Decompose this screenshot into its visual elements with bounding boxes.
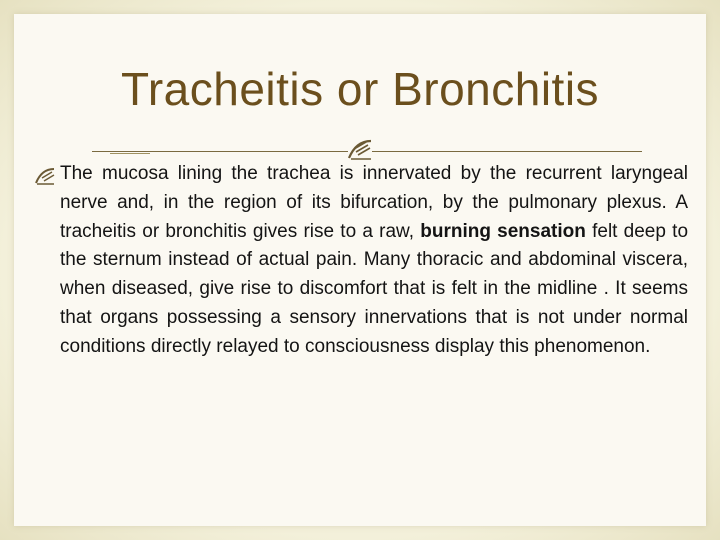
bullet-text-start: The mucosa lining the trachea is innervated by the recurrent laryngeal nerve and, in the region of its bifurcation, by the pulmonary plexus. A tracheitis or bronchitis gives rise to a raw, (60, 163, 688, 242)
bullet-ornament-icon (34, 166, 56, 186)
bullet-text-end: felt deep to the sternum instead of actual pain. Many thoracic and abdominal viscera, when diseased, give rise to discomfort that is felt in the midline . It seems that organs possessing a sensory innervations that is not under normal conditions directly relayed to consciousness display this phenomenon. (60, 220, 689, 357)
title-divider-accent (110, 153, 150, 154)
bullet-text-emphasis: burning sensation (420, 220, 586, 242)
title-divider-left (92, 151, 348, 152)
slide-title: Tracheitis or Bronchitis (120, 63, 600, 115)
bullet-paragraph (60, 160, 688, 362)
ornament-icon (346, 138, 374, 162)
title-divider-right (372, 151, 642, 152)
